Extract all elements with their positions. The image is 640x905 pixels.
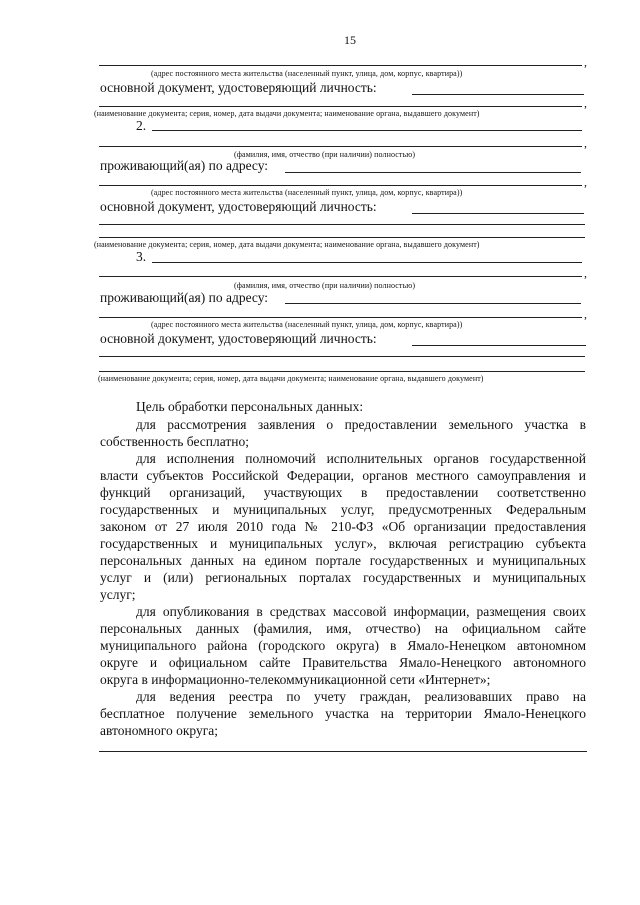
purpose-text-line: государственных и муниципальных услуг, предусмотренных Федеральным xyxy=(100,502,586,517)
purpose-text-line: для ведения реестра по учету граждан, реализовавших право на xyxy=(136,689,586,704)
purpose-text-line: услуг; xyxy=(100,587,136,602)
purpose-text-line: автономного округа; xyxy=(100,723,218,738)
id-document-line[interactable] xyxy=(99,356,585,357)
id-document-line[interactable] xyxy=(99,106,582,107)
comma: , xyxy=(584,175,587,189)
purpose-text-line: услуг и (или) региональных порталах государственных и муниципальных xyxy=(100,570,586,585)
additional-purpose-line[interactable] xyxy=(99,751,587,752)
purpose-text-line: функций организаций, участвующих в предоставлении соответственно xyxy=(100,485,586,500)
residing-label: проживающий(ая) по адресу: xyxy=(100,158,269,173)
id-document-line[interactable] xyxy=(99,371,585,372)
comma: , xyxy=(584,136,587,150)
id-document-line[interactable] xyxy=(99,237,585,238)
full-name-caption: (фамилия, имя, отчество (при наличии) полностью) xyxy=(234,281,416,290)
address-line[interactable] xyxy=(99,185,582,186)
id-document-label: основной документ, удостоверяющий личность: xyxy=(100,80,377,95)
address-line[interactable] xyxy=(285,303,581,304)
id-document-label: основной документ, удостоверяющий личность: xyxy=(100,331,377,346)
purpose-text-line: собственность бесплатно; xyxy=(100,434,249,449)
id-document-caption: (наименование документа; серия, номер, дата выдачи документа; наименование органа, выдавшего документ) xyxy=(98,374,484,383)
id-document-line[interactable] xyxy=(412,213,584,214)
residing-label: проживающий(ая) по адресу: xyxy=(100,290,269,305)
purpose-text-line: округа в информационно-телекоммуникационной сети «Интернет»; xyxy=(100,672,491,687)
address-caption: (адрес постоянного места жительства (населенный пункт, улица, дом, корпус, квартира)) xyxy=(151,320,463,329)
purpose-text-line: власти субъектов Российской Федерации, органов местного самоуправления и xyxy=(100,468,586,483)
id-document-line[interactable] xyxy=(412,345,586,346)
full-name-line[interactable] xyxy=(152,262,582,263)
address-line[interactable] xyxy=(99,317,582,318)
person-number: 3. xyxy=(136,249,147,264)
purpose-text-line: государственных и муниципальных услуг», включая регистрацию субъекта xyxy=(100,536,586,551)
address-caption: (адрес постоянного места жительства (населенный пункт, улица, дом, корпус, квартира)) xyxy=(151,69,463,78)
address-caption: (адрес постоянного места жительства (населенный пункт, улица, дом, корпус, квартира)) xyxy=(151,188,463,197)
address-line[interactable] xyxy=(99,65,582,66)
id-document-caption: (наименование документа; серия, номер, дата выдачи документа; наименование органа, выдавшего документ) xyxy=(94,240,480,249)
comma: , xyxy=(584,266,587,280)
page-number: 15 xyxy=(344,33,356,47)
comma: , xyxy=(584,96,587,110)
purpose-text-line: для опубликования в средствах массовой информации, размещения своих xyxy=(136,604,586,619)
purpose-text-line: бесплатное получение земельного участка на территории Ямало-Ненецкого xyxy=(100,706,586,721)
purpose-text-line: для рассмотрения заявления о предоставлении земельного участка в xyxy=(136,417,586,432)
purpose-text-line: округе и официальном сайте Правительства Ямало-Ненецкого автономного xyxy=(100,655,586,670)
id-document-line[interactable] xyxy=(99,224,585,225)
id-document-caption: (наименование документа; серия, номер, дата выдачи документа; наименование органа, выдавшего документ) xyxy=(94,109,480,118)
purpose-text-line: муниципального района (городского округа) в Ямало-Ненецком автономном xyxy=(100,638,586,653)
purpose-text-line: для исполнения полномочий исполнительных органов государственной xyxy=(136,451,586,466)
id-document-line[interactable] xyxy=(412,94,584,95)
purpose-text-line: персональных данных на едином портале государственных и муниципальных xyxy=(100,553,586,568)
address-line[interactable] xyxy=(285,172,581,173)
purpose-text-line: законом от 27 июля 2010 года № 210-ФЗ «Об организации предоставления xyxy=(100,519,586,534)
full-name-line[interactable] xyxy=(99,146,582,147)
purpose-text-line: персональных данных (фамилия, имя, отчество) на официальном сайте xyxy=(100,621,586,636)
person-number: 2. xyxy=(136,118,147,133)
full-name-caption: (фамилия, имя, отчество (при наличии) полностью) xyxy=(234,150,416,159)
purpose-heading: Цель обработки персональных данных: xyxy=(136,399,364,414)
id-document-label: основной документ, удостоверяющий личность: xyxy=(100,199,377,214)
full-name-line[interactable] xyxy=(99,276,582,277)
comma: , xyxy=(584,307,587,321)
comma: , xyxy=(584,55,587,69)
full-name-line[interactable] xyxy=(152,130,582,131)
